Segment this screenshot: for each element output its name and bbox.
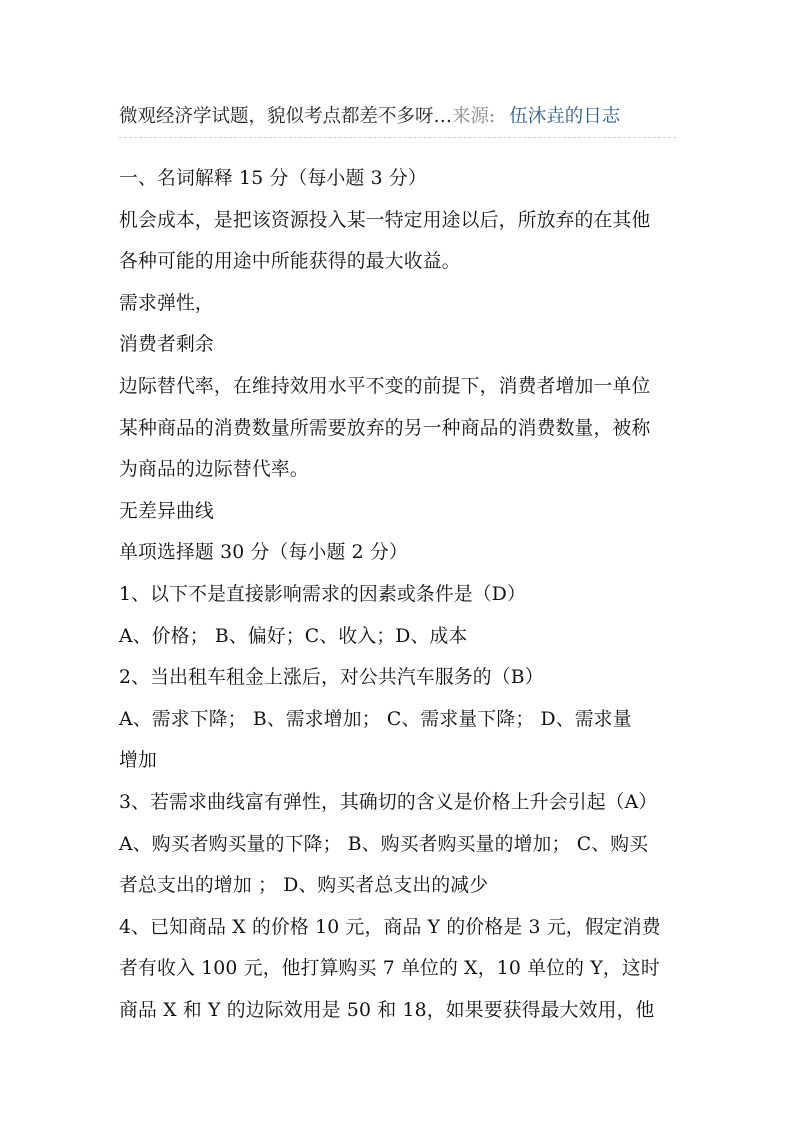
section-heading-choice: 单项选择题 30 分（每小题 2 分）: [119, 542, 408, 564]
options-line: 增加: [119, 750, 157, 772]
section-heading-definitions: 一、名词解释 15 分（每小题 3 分）: [119, 168, 427, 189]
document-body: [119, 158, 689, 1031]
author-link[interactable]: 伍沐垚的日志: [509, 106, 621, 127]
source-label: 来源:: [452, 106, 496, 127]
question-line: 3、若需求曲线富有弹性，其确切的含义是价格上升会引起（A）: [119, 791, 658, 813]
document-title: 微观经济学试题，貌似考点都差不多呀…: [119, 106, 453, 127]
question-line: 4、已知商品 X 的价格 10 元，商品 Y 的价格是 3 元，假定消费: [119, 916, 661, 938]
text-line: 边际替代率，在维持效用水平不变的前提下，消费者增加一单位: [119, 375, 651, 397]
text-line: 机会成本，是把该资源投入某一特定用途以后，所放弃的在其他: [119, 209, 651, 231]
text-line: 某种商品的消费数量所需要放弃的另一种商品的消费数量，被称: [119, 417, 651, 439]
question-line: 1、以下不是直接影响需求的因素或条件是（D）: [119, 583, 527, 605]
question-line: 者有收入 100 元，他打算购买 7 单位的 X，10 单位的 Y，这时: [119, 958, 660, 980]
options-line: A、需求下降； B、需求增加； C、需求量下降； D、需求量: [119, 708, 632, 730]
text-line: 各种可能的用途中所能获得的最大收益。: [119, 251, 461, 273]
term-item: 无差异曲线: [119, 500, 214, 522]
question-line: 2、当出租车租金上涨后，对公共汽车服务的（B）: [119, 667, 544, 689]
term-item: 消费者剩余: [119, 334, 214, 356]
question-line: 商品 X 和 Y 的边际效用是 50 和 18，如果要获得最大效用，他: [119, 999, 655, 1021]
options-line: A、购买者购买量的下降； B、购买者购买量的增加； C、购买: [119, 833, 649, 855]
options-line: A、价格； B、偏好；C、收入；D、成本: [119, 625, 468, 647]
options-line: 者总支出的增加 ； D、购买者总支出的减少: [119, 875, 489, 897]
text-line: 为商品的边际替代率。: [119, 459, 309, 481]
document-title-bar: [119, 96, 676, 138]
term-item: 需求弹性，: [119, 292, 214, 314]
